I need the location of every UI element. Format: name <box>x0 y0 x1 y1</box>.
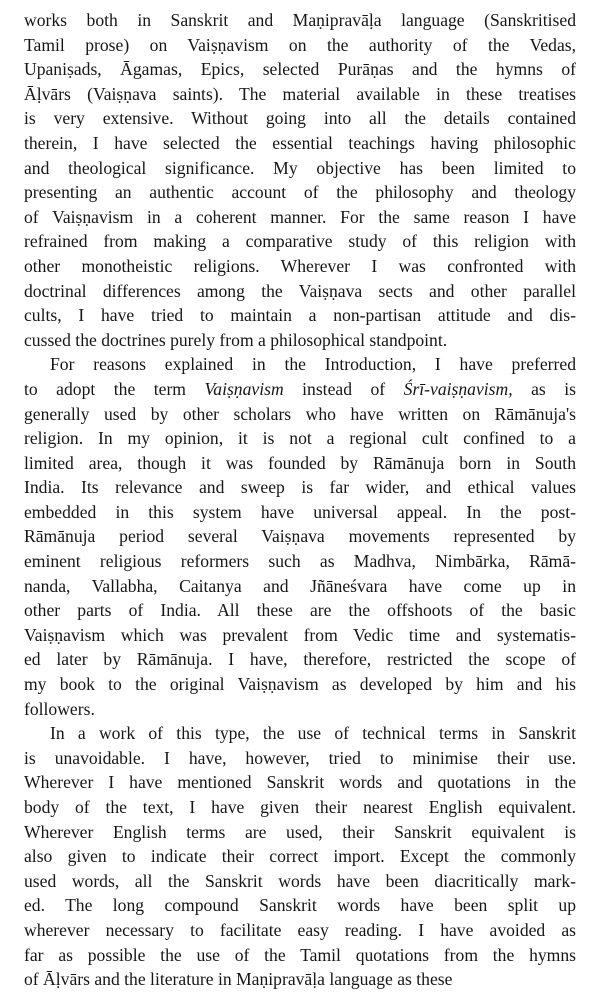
text-line: Tamil prose) on Vaiṣṇavism on the authority of the Vedas, <box>24 34 576 55</box>
text-line: ed. The long compound Sanskrit words have been split up <box>24 895 576 916</box>
text-line: wherever necessary to facilitate easy reading. I have avoided as <box>24 919 576 940</box>
text-line: limited area, though it was founded by Rāmānuja born in South <box>24 452 576 473</box>
text-line: used words, all the Sanskrit words have been diacritically mark- <box>24 870 576 891</box>
text-line: therein, I have selected the essential teachings having philosophic <box>24 132 576 153</box>
text-line: works both in Sanskrit and Maṇipravāḷa language (Sanskritised <box>24 10 576 30</box>
paragraph-3 <box>24 721 576 992</box>
text-line: is unavoidable. I have, however, tried to minimise their use. <box>24 747 576 768</box>
text-line: also given to indicate their correct import. Except the commonly <box>24 846 576 867</box>
text-line: presenting an authentic account of the philosophy and theology <box>24 182 576 203</box>
text-line: of Vaiṣṇavism in a coherent manner. For the same reason I have <box>24 206 576 227</box>
text-line: nanda, Vallabha, Caitanya and Jñāneśvara have come up in <box>24 575 576 596</box>
text-line: followers. <box>24 698 95 719</box>
text-line: doctrinal differences among the Vaiṣṇava sects and other parallel <box>24 280 576 301</box>
document-page <box>24 8 576 992</box>
text-line: Vaiṣṇavism which was prevalent from Vedic time and systematis- <box>24 624 576 645</box>
text-line: refrained from making a comparative study of this religion with <box>24 231 576 252</box>
text-line: Wherever English terms are used, their Sanskrit equivalent is <box>24 821 576 842</box>
text-line: my book to the original Vaiṣṇavism as developed by him and his <box>24 674 576 695</box>
text-line: and theological significance. My objective has been limited to <box>24 157 576 178</box>
text-line: In a work of this type, the use of technical terms in Sanskrit <box>50 723 576 744</box>
text-line: of Āḷvārs and the literature in Maṇipravāḷa language as these <box>24 969 453 990</box>
paragraph-2 <box>24 352 576 721</box>
text-line: other monotheistic religions. Wherever I was confronted with <box>24 255 576 276</box>
text-line: religion. In my opinion, it is not a regional cult confined to a <box>24 428 576 449</box>
text-line: eminent religious reformers such as Madhva, Nimbārka, Rāmā- <box>24 551 576 572</box>
text-line: is very extensive. Without going into all the details contained <box>24 108 576 129</box>
text-line: Āḷvārs (Vaiṣṇava saints). The material available in these treatises <box>24 83 576 104</box>
text-line: body of the text, I have given their nearest English equivalent. <box>24 797 576 817</box>
text-line: Wherever I have mentioned Sanskrit words and quotations in the <box>24 772 576 793</box>
text-line: embedded in this system have universal appeal. In the post- <box>24 501 576 522</box>
text-line: ed later by Rāmānuja. I have, therefore, restricted the scope of <box>24 649 576 670</box>
text-line: cults, I have tried to maintain a non-partisan attitude and dis- <box>24 305 576 326</box>
text-line: generally used by other scholars who have written on Rāmānuja's <box>24 403 576 424</box>
text-line: cussed the doctrines purely from a philosophical standpoint. <box>24 329 448 350</box>
text-line: to adopt the term Vaiṣṇavism instead of Śrī-vaiṣṇavism, as is <box>24 378 577 399</box>
paragraph-1 <box>24 8 576 352</box>
text-line: Upaniṣads, Āgamas, Epics, selected Purāṇas and the hymns of <box>24 59 576 80</box>
text-line: India. Its relevance and sweep is far wider, and ethical values <box>24 477 576 498</box>
text-line: other parts of India. All these are the offshoots of the basic <box>24 600 576 621</box>
text-line: far as possible the use of the Tamil quotations from the hymns <box>24 944 576 965</box>
text-line: For reasons explained in the Introduction, I have preferred <box>50 354 576 375</box>
text-line: Rāmānuja period several Vaiṣṇava movements represented by <box>24 526 576 547</box>
